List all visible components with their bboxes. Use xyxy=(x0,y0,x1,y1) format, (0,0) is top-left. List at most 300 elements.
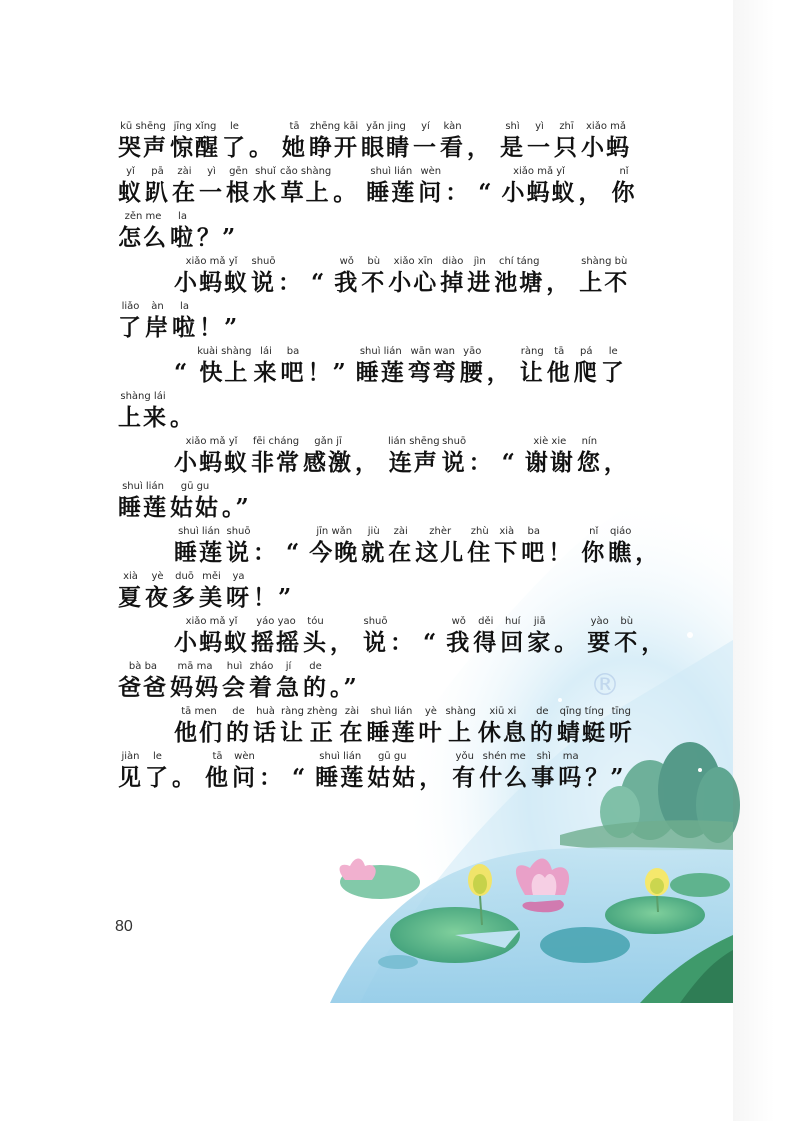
hanzi: 。 xyxy=(172,764,197,791)
word-unit xyxy=(479,750,529,793)
text-line xyxy=(118,748,638,793)
hanzi: ？” xyxy=(197,224,238,251)
pinyin: zài xyxy=(344,706,360,717)
punctuation xyxy=(502,435,517,478)
word-unit xyxy=(226,165,251,208)
hanzi: 上不 xyxy=(579,269,630,296)
hanzi: 问 xyxy=(418,179,444,206)
hanzi: 小蚂蚁 xyxy=(174,629,249,656)
pinyin: yǐ xyxy=(126,166,135,177)
hanzi: 叶 xyxy=(418,719,444,746)
hanzi: 不 xyxy=(614,629,640,656)
pinyin: liǎo xyxy=(121,301,140,312)
hanzi: 看 xyxy=(440,134,465,161)
word-unit xyxy=(118,120,168,163)
word-unit xyxy=(222,660,247,703)
word-unit xyxy=(118,570,143,613)
punctuation xyxy=(419,750,444,793)
word-unit xyxy=(367,750,417,793)
hanzi: 在 xyxy=(388,539,414,566)
word-unit xyxy=(254,345,279,388)
punctuation xyxy=(585,750,625,793)
hanzi: 瞧 xyxy=(608,539,634,566)
hanzi: 。 xyxy=(554,629,580,656)
hanzi: ， xyxy=(419,764,445,791)
pinyin: zài xyxy=(177,166,192,177)
word-unit xyxy=(581,120,631,163)
hanzi: 感激 xyxy=(303,449,353,476)
hanzi: 吗 xyxy=(558,764,584,791)
page-number: 80 xyxy=(115,918,133,935)
word-unit xyxy=(415,525,465,568)
pinyin: huà xyxy=(256,706,275,717)
word-unit xyxy=(418,705,443,748)
word-unit xyxy=(118,390,168,433)
hanzi: 小心 xyxy=(388,269,439,296)
hanzi: 啦 xyxy=(172,314,197,341)
pinyin: xià xyxy=(123,571,138,582)
punctuation xyxy=(604,435,629,478)
pinyin: mā ma xyxy=(177,661,213,672)
word-unit xyxy=(473,615,498,658)
pinyin: gū gu xyxy=(180,481,210,492)
hanzi: 弯弯 xyxy=(407,359,458,386)
hanzi: ， xyxy=(467,134,492,161)
pinyin: pá xyxy=(580,346,593,357)
pinyin: shuǐ xyxy=(255,166,276,177)
word-unit xyxy=(280,705,305,748)
pinyin: yì xyxy=(207,166,216,177)
word-unit xyxy=(170,210,195,253)
punctuation xyxy=(292,750,307,793)
hanzi: 了 xyxy=(118,314,143,341)
hanzi: 睁开 xyxy=(309,134,359,161)
pinyin: jīn wǎn xyxy=(316,526,353,537)
pinyin: yǎn jing xyxy=(366,121,406,132)
word-unit xyxy=(222,120,247,163)
pinyin: shuì lián xyxy=(178,526,220,537)
word-unit xyxy=(500,615,525,658)
registered-mark: ® xyxy=(590,668,620,703)
text-line xyxy=(118,388,638,433)
pinyin: ya xyxy=(232,571,245,582)
hanzi: ， xyxy=(355,449,380,476)
hanzi: 睡莲 xyxy=(355,359,406,386)
word-unit xyxy=(251,435,301,478)
pinyin: xià xyxy=(499,526,515,537)
word-unit xyxy=(502,165,577,208)
word-unit xyxy=(303,615,328,658)
hanzi: 摇摇 xyxy=(251,629,301,656)
word-unit xyxy=(281,345,306,388)
word-unit xyxy=(494,525,519,568)
hanzi: 了 xyxy=(145,764,170,791)
punctuation xyxy=(579,165,604,208)
text-line xyxy=(118,658,638,703)
hanzi: ！” xyxy=(253,584,294,611)
hanzi: 家 xyxy=(527,629,553,656)
word-unit xyxy=(226,570,251,613)
hanzi: ， xyxy=(330,629,355,656)
punctuation xyxy=(554,615,579,658)
word-unit xyxy=(547,345,572,388)
word-unit xyxy=(554,120,579,163)
text-line xyxy=(118,613,667,658)
punctuation xyxy=(199,300,239,343)
word-unit xyxy=(478,705,528,748)
hanzi: 。” xyxy=(330,674,359,701)
hanzi: 听 xyxy=(608,719,634,746)
pinyin: yè xyxy=(424,706,437,717)
word-unit xyxy=(525,435,575,478)
word-unit xyxy=(446,615,471,658)
hanzi: 不 xyxy=(361,269,387,296)
hanzi: 在 xyxy=(339,719,365,746)
punctuation xyxy=(278,255,303,298)
hanzi: 一 xyxy=(527,134,552,161)
word-unit xyxy=(530,705,555,748)
word-unit xyxy=(226,705,251,748)
hanzi: 话 xyxy=(253,719,278,746)
pinyin: shuì lián xyxy=(370,166,413,177)
word-unit xyxy=(467,255,492,298)
word-unit xyxy=(118,480,168,523)
hanzi: 快上 xyxy=(199,359,250,386)
pinyin: diào xyxy=(442,256,464,267)
word-unit xyxy=(363,615,388,658)
pinyin: duō xyxy=(175,571,194,582)
word-unit xyxy=(440,120,465,163)
hanzi: 的 xyxy=(529,719,555,746)
hanzi: ， xyxy=(578,179,604,206)
punctuation xyxy=(172,750,197,793)
hanzi: 急 xyxy=(276,674,301,701)
pinyin: děi xyxy=(478,616,494,627)
pinyin: wǒ xyxy=(339,256,354,267)
word-unit xyxy=(170,660,220,703)
pinyin: xiè xie xyxy=(533,436,567,447)
hanzi: 岸 xyxy=(145,314,170,341)
hanzi: 说 xyxy=(363,629,388,656)
pinyin: shàng xyxy=(445,706,476,717)
punctuation xyxy=(259,750,284,793)
hanzi: 呀 xyxy=(226,584,251,611)
word-unit xyxy=(253,705,278,748)
pinyin: ràng xyxy=(520,346,544,357)
hanzi: 回 xyxy=(500,629,526,656)
hanzi: ： xyxy=(278,269,303,296)
punctuation xyxy=(311,255,326,298)
pinyin: gū gu xyxy=(377,751,407,762)
word-unit xyxy=(388,255,438,298)
pinyin: zhēng kāi xyxy=(309,121,359,132)
hanzi: 见 xyxy=(118,764,143,791)
word-unit xyxy=(309,525,359,568)
pinyin: shuō xyxy=(442,436,467,447)
punctuation xyxy=(635,525,660,568)
hanzi: 得 xyxy=(473,629,499,656)
word-unit xyxy=(494,255,544,298)
pinyin: shì xyxy=(536,751,551,762)
word-unit xyxy=(601,345,626,388)
hanzi: 你 xyxy=(611,179,637,206)
pinyin: jiā xyxy=(533,616,546,627)
hanzi: 您 xyxy=(576,449,602,476)
pinyin: lái xyxy=(260,346,272,357)
pinyin: shuì lián xyxy=(319,751,362,762)
hanzi: 住 xyxy=(467,539,493,566)
hanzi: 。 xyxy=(249,134,274,161)
text-line xyxy=(118,118,638,163)
punctuation xyxy=(423,615,438,658)
hanzi: ： xyxy=(468,449,494,476)
pinyin: zháo xyxy=(249,661,274,672)
hanzi: 我 xyxy=(334,269,360,296)
hanzi: 掉 xyxy=(440,269,466,296)
hanzi: 今晚 xyxy=(309,539,360,566)
pinyin: yào xyxy=(590,616,609,627)
word-unit xyxy=(199,165,224,208)
pinyin: chí táng xyxy=(498,256,540,267)
punctuation xyxy=(197,210,237,253)
hanzi: 啦 xyxy=(170,224,195,251)
pinyin: qīng tíng xyxy=(559,706,604,717)
text-line xyxy=(118,253,638,298)
pinyin: zhèng xyxy=(307,706,338,717)
hanzi: “ xyxy=(292,764,308,791)
word-unit xyxy=(118,750,143,793)
hanzi: 头 xyxy=(303,629,328,656)
word-unit xyxy=(413,120,438,163)
word-unit xyxy=(309,120,359,163)
pinyin: wèn xyxy=(420,166,442,177)
hanzi: 他 xyxy=(205,764,230,791)
pinyin: jīng xǐng xyxy=(173,121,217,132)
pinyin: shì xyxy=(505,121,520,132)
pinyin: yáo yao xyxy=(256,616,296,627)
hanzi: ？” xyxy=(585,764,626,791)
text-line xyxy=(118,298,638,343)
hanzi: ， xyxy=(635,539,661,566)
pinyin: la xyxy=(178,211,187,222)
hanzi: “ xyxy=(501,449,517,476)
hanzi: ： xyxy=(445,179,471,206)
pinyin: tīng xyxy=(611,706,631,717)
pinyin: tóu xyxy=(307,616,324,627)
hanzi: 趴 xyxy=(145,179,170,206)
word-unit xyxy=(174,525,224,568)
hanzi: 在 xyxy=(172,179,197,206)
hanzi: 谢谢 xyxy=(524,449,575,476)
word-unit xyxy=(557,705,607,748)
word-unit xyxy=(614,615,639,658)
punctuation xyxy=(286,525,301,568)
word-unit xyxy=(527,615,552,658)
hanzi: 他们 xyxy=(174,719,224,746)
hanzi: 水 xyxy=(253,179,278,206)
hanzi: “ xyxy=(286,539,302,566)
word-unit xyxy=(609,705,634,748)
pinyin: yǒu xyxy=(455,751,474,762)
word-unit xyxy=(303,435,353,478)
hanzi: 睡莲 xyxy=(366,179,417,206)
punctuation xyxy=(253,570,293,613)
hanzi: ！” xyxy=(199,314,240,341)
word-unit xyxy=(500,120,525,163)
hanzi: 小蚂蚁 xyxy=(501,179,577,206)
word-unit xyxy=(521,525,546,568)
word-unit xyxy=(174,435,249,478)
word-unit xyxy=(145,750,170,793)
punctuation xyxy=(546,255,571,298)
punctuation xyxy=(469,435,494,478)
pinyin: yāo xyxy=(463,346,482,357)
pinyin: gēn xyxy=(229,166,248,177)
word-unit xyxy=(339,705,364,748)
hanzi: 什么 xyxy=(479,764,530,791)
pinyin: de xyxy=(232,706,245,717)
hanzi: 。 xyxy=(170,404,195,431)
pinyin: de xyxy=(536,706,549,717)
word-unit xyxy=(172,165,197,208)
pinyin: nín xyxy=(581,436,598,447)
word-unit xyxy=(388,525,413,568)
word-unit xyxy=(303,660,328,703)
text-line xyxy=(118,433,638,478)
hanzi: 说 xyxy=(226,539,251,566)
hanzi: 怎么 xyxy=(118,224,168,251)
pinyin: fēi cháng xyxy=(252,436,300,447)
pinyin: xiǎo xīn xyxy=(393,256,433,267)
pinyin: zhèr xyxy=(429,526,452,537)
pinyin: huí xyxy=(505,616,521,627)
hanzi: ： xyxy=(390,629,415,656)
hanzi: ！” xyxy=(307,359,348,386)
pinyin: měi xyxy=(202,571,221,582)
word-unit xyxy=(612,165,637,208)
hanzi: 进 xyxy=(467,269,493,296)
pinyin: de xyxy=(309,661,322,672)
word-unit xyxy=(276,660,301,703)
hanzi: 非常 xyxy=(251,449,301,476)
word-unit xyxy=(388,435,440,478)
punctuation xyxy=(548,525,573,568)
pinyin: bù xyxy=(367,256,381,267)
pinyin: gǎn jī xyxy=(314,436,342,447)
hanzi: 就 xyxy=(361,539,387,566)
word-unit xyxy=(307,705,337,748)
pinyin: la xyxy=(180,301,189,312)
word-unit xyxy=(356,345,406,388)
hanzi: 一 xyxy=(199,179,224,206)
hanzi: 惊醒 xyxy=(170,134,220,161)
pinyin: xiǎo mǎ yǐ xyxy=(185,256,238,267)
word-unit xyxy=(452,750,477,793)
pinyin: huì xyxy=(226,661,243,672)
page-edge-shadow xyxy=(733,0,793,1121)
hanzi: 小蚂 xyxy=(581,134,631,161)
hanzi: 姑姑 xyxy=(170,494,220,521)
hanzi: 爸爸 xyxy=(118,674,168,701)
pinyin: yè xyxy=(151,571,164,582)
word-unit xyxy=(118,165,143,208)
word-unit xyxy=(205,750,230,793)
hanzi: 休息 xyxy=(477,719,528,746)
hanzi: 着 xyxy=(249,674,274,701)
pinyin: wèn xyxy=(234,751,255,762)
pinyin: bà ba xyxy=(128,661,158,672)
pinyin: qiáo xyxy=(610,526,632,537)
pinyin: xiǎo mǎ yǐ xyxy=(513,166,565,177)
word-unit xyxy=(527,120,552,163)
text-line xyxy=(118,343,638,388)
word-unit xyxy=(145,165,170,208)
punctuation xyxy=(641,615,666,658)
word-unit xyxy=(232,750,257,793)
hanzi: 睡莲 xyxy=(315,764,366,791)
pinyin: shuì lián xyxy=(370,706,413,717)
pinyin: kuài shàng xyxy=(197,346,252,357)
text-line xyxy=(118,523,661,568)
word-unit xyxy=(174,255,249,298)
hanzi: 妈妈 xyxy=(170,674,220,701)
word-unit xyxy=(460,345,485,388)
hanzi: ， xyxy=(546,269,572,296)
punctuation xyxy=(249,120,274,163)
pinyin: ràng xyxy=(281,706,304,717)
pinyin: shuō xyxy=(251,256,276,267)
word-unit xyxy=(445,705,475,748)
pinyin: zhù xyxy=(470,526,489,537)
word-unit xyxy=(280,165,331,208)
pinyin: bù xyxy=(620,616,634,627)
hanzi: 问 xyxy=(232,764,257,791)
punctuation xyxy=(308,345,348,388)
hanzi: “ xyxy=(423,629,439,656)
word-unit xyxy=(199,570,224,613)
word-unit xyxy=(520,345,545,388)
hanzi: 睡莲 xyxy=(366,719,417,746)
hanzi: 下 xyxy=(494,539,520,566)
punctuation xyxy=(355,435,380,478)
word-unit xyxy=(440,255,465,298)
pinyin: yí xyxy=(421,121,430,132)
pinyin: pā xyxy=(151,166,164,177)
pinyin: shàng bù xyxy=(581,256,628,267)
word-unit xyxy=(282,120,307,163)
hanzi: 多 xyxy=(172,584,197,611)
pinyin: wǒ xyxy=(451,616,466,627)
word-unit xyxy=(170,120,220,163)
hanzi: 蜻蜓 xyxy=(556,719,607,746)
word-unit xyxy=(608,525,633,568)
hanzi: 的 xyxy=(303,674,328,701)
pinyin: lián shēng xyxy=(388,436,440,447)
word-unit xyxy=(366,165,416,208)
pinyin: le xyxy=(153,751,162,762)
word-unit xyxy=(577,435,602,478)
word-unit xyxy=(467,525,492,568)
pinyin: jiù xyxy=(367,526,380,537)
pinyin: kū shēng xyxy=(120,121,166,132)
hanzi: 她 xyxy=(282,134,307,161)
punctuation xyxy=(390,615,415,658)
pinyin: yì xyxy=(535,121,544,132)
pinyin: nǐ xyxy=(589,526,599,537)
hanzi: 我 xyxy=(446,629,472,656)
punctuation xyxy=(174,345,189,388)
pinyin: ba xyxy=(286,346,300,357)
